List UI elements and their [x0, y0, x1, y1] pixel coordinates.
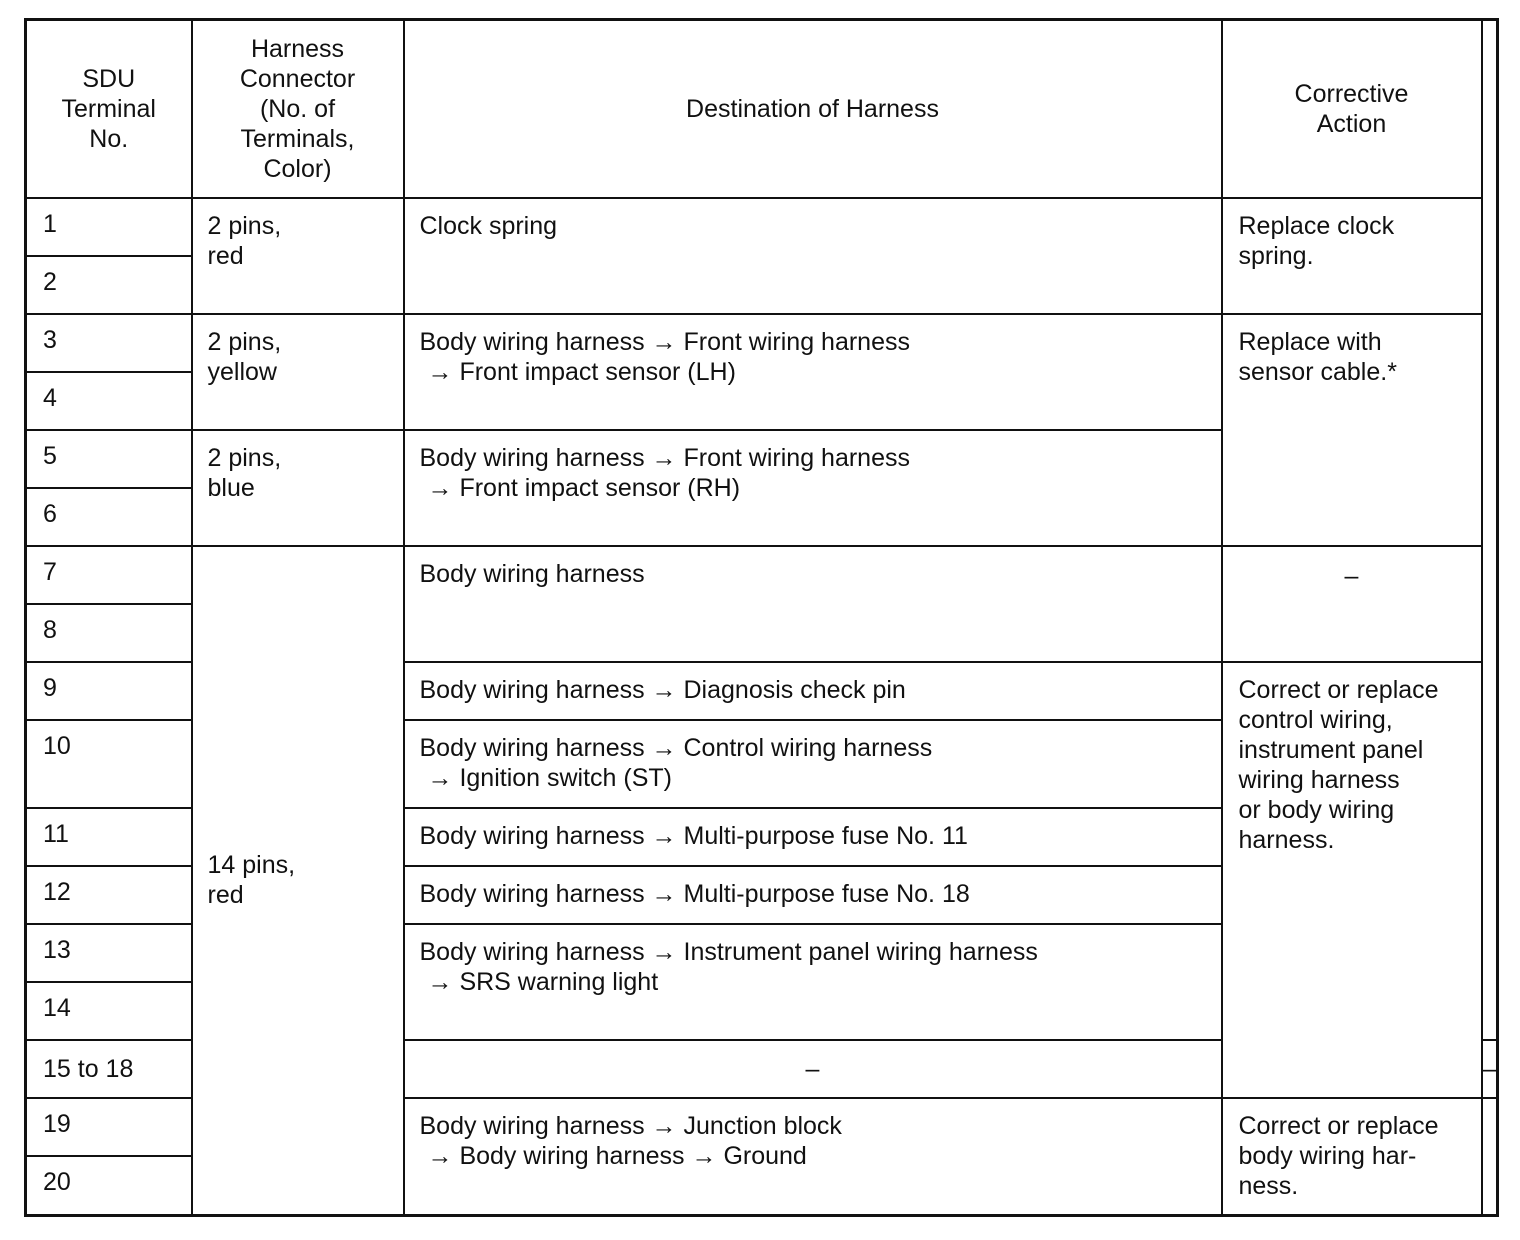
terminal-cell: 19 — [26, 1098, 192, 1156]
destination-line: Body wiring harness → Instrument panel wiring harness — [419, 937, 1038, 966]
destination-cell: Clock spring — [404, 198, 1222, 314]
destination-cell: Body wiring harness → Multi-purpose fuse No. 11 — [404, 808, 1222, 866]
destination-line: Body wiring harness → Front wiring harness — [419, 327, 910, 356]
action-cell: Correct or replace control wiring, instrument panel wiring harness or body wiring harness. — [1222, 662, 1482, 1098]
header-destination: Destination of Harness — [404, 20, 1222, 198]
terminal-cell: 9 — [26, 662, 192, 720]
terminal-cell: 10 — [26, 720, 192, 808]
destination-line: Body wiring harness → Control wiring harness — [419, 733, 933, 762]
destination-line: Body wiring harness → Junction block — [419, 1111, 842, 1140]
destination-line: → Ignition switch (ST) — [427, 763, 673, 792]
terminal-cell: 4 — [26, 372, 192, 430]
destination-cell — [404, 1098, 1222, 1216]
destination-cell: Body wiring harness — [404, 546, 1222, 662]
action-cell: Replace clock spring. — [1222, 198, 1482, 314]
header-terminal: SDU Terminal No. — [26, 20, 192, 198]
table-row — [26, 198, 1498, 256]
destination-line: → Front impact sensor (RH) — [427, 473, 741, 502]
header-row — [26, 20, 1498, 198]
destination-cell — [404, 924, 1222, 1040]
table-row — [26, 314, 1498, 372]
destination-line: → SRS warning light — [427, 967, 659, 996]
connector-cell: 2 pins, blue — [192, 430, 404, 546]
terminal-cell: 2 — [26, 256, 192, 314]
header-action: Corrective Action — [1222, 20, 1482, 198]
terminal-cell: 7 — [26, 546, 192, 604]
terminal-cell: 20 — [26, 1156, 192, 1216]
connector-cell: 14 pins, red — [192, 546, 404, 1216]
terminal-cell: 6 — [26, 488, 192, 546]
destination-line: → Body wiring harness → Ground — [427, 1141, 807, 1170]
terminal-cell: 14 — [26, 982, 192, 1040]
terminal-cell: 1 — [26, 198, 192, 256]
destination-cell: Body wiring harness → Diagnosis check pin — [404, 662, 1222, 720]
destination-cell — [404, 720, 1222, 808]
destination-cell: – — [404, 1040, 1222, 1098]
terminal-cell: 8 — [26, 604, 192, 662]
table-row — [26, 546, 1498, 604]
sdu-terminal-table — [24, 18, 1499, 1217]
header-connector: Harness Connector (No. of Terminals, Color) — [192, 20, 404, 198]
destination-cell — [404, 430, 1222, 546]
terminal-cell: 12 — [26, 866, 192, 924]
terminal-cell: 13 — [26, 924, 192, 982]
action-cell: – — [1482, 1040, 1498, 1098]
destination-line: → Front impact sensor (LH) — [427, 357, 736, 386]
destination-cell: Body wiring harness → Multi-purpose fuse No. 18 — [404, 866, 1222, 924]
action-cell: Correct or replace body wiring har- ness. — [1222, 1098, 1482, 1216]
terminal-cell: 15 to 18 — [26, 1040, 192, 1098]
terminal-cell: 11 — [26, 808, 192, 866]
action-cell: Replace with sensor cable.* — [1222, 314, 1482, 546]
connector-cell: 2 pins, red — [192, 198, 404, 314]
action-cell: – — [1222, 546, 1482, 662]
connector-cell: 2 pins, yellow — [192, 314, 404, 430]
destination-cell — [404, 314, 1222, 430]
terminal-cell: 3 — [26, 314, 192, 372]
terminal-cell: 5 — [26, 430, 192, 488]
destination-line: Body wiring harness → Front wiring harness — [419, 443, 910, 472]
